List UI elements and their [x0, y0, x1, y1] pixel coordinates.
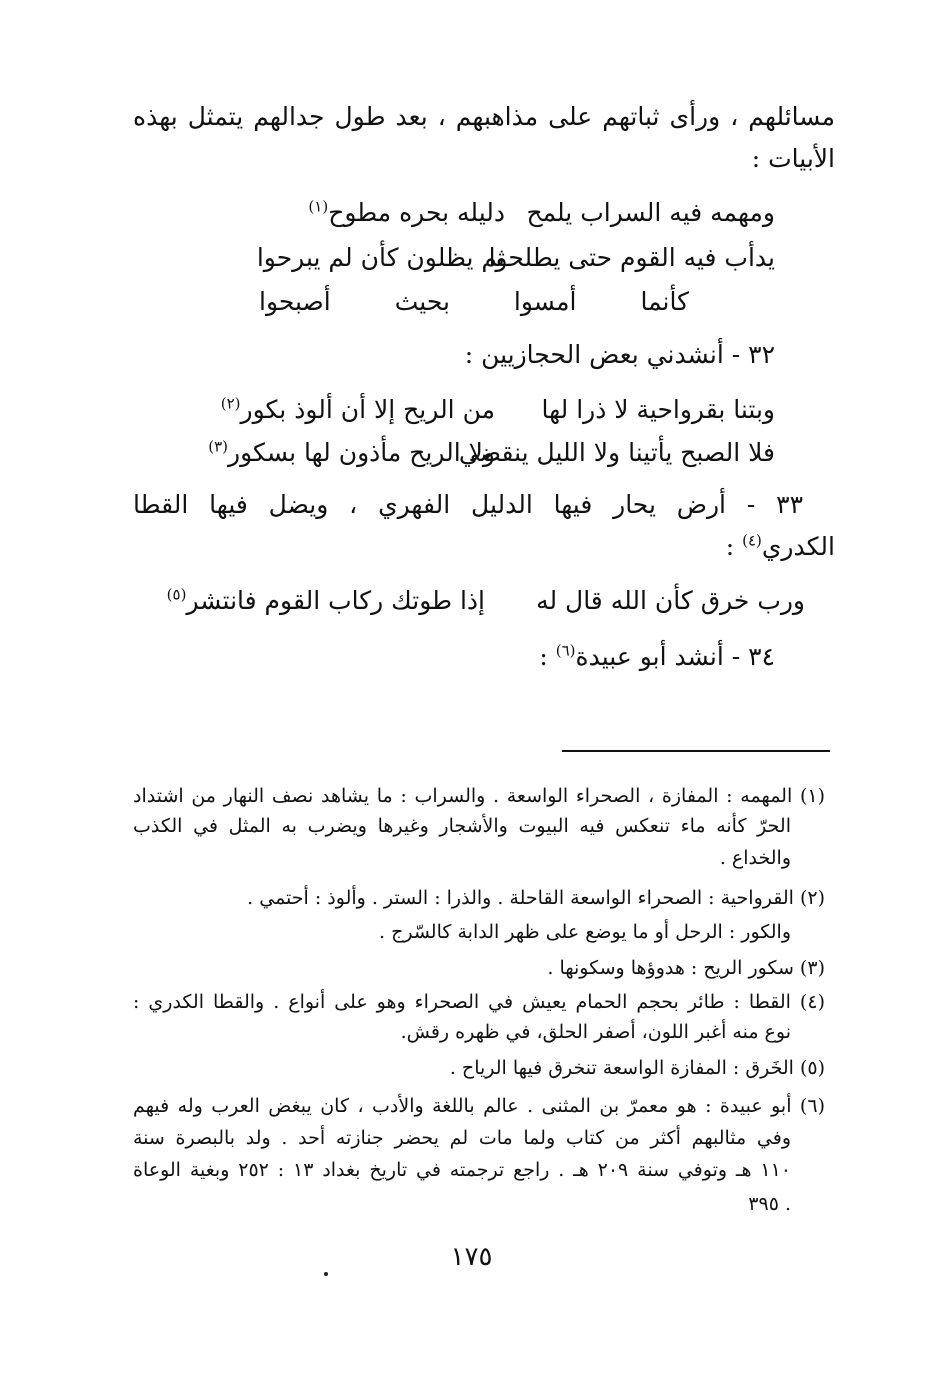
footnote-6-line-2: وفي مثالبهم أكثر من كتاب ولما مات لم يحضر جنازته أحد . ولد بالبصرة سنة	[133, 1127, 791, 1149]
footnote-ref-2: (٢)	[220, 394, 241, 413]
poem1-verse2-left: ثم يظلون كأن لم يبرحوا	[256, 243, 505, 272]
footnote-6-line-3: ١١٠ هـ وتوفي سنة ٢٠٩ هـ . راجع ترجمته في تاريخ بغداد ١٣ : ٢٥٢ وبغية الوعاة	[133, 1159, 791, 1181]
item-32: ٣٢ - أنشدني بعض الحجازيين :	[464, 340, 775, 369]
poem1-verse2-right: يدأب فيه القوم حتى يطلحوا	[488, 243, 775, 272]
item-33-line-1: ٣٣ - أرض يحار فيها الدليل الفهري ، ويضل فيها القطا	[133, 490, 803, 519]
item-33-line-2: الكدري$^{(٤)}$ :	[725, 531, 835, 561]
poem3-verse1-right: ورب خرق كأن الله قال له	[536, 586, 805, 615]
footnote-3-line-1: (٣) سكور الريح : هدوؤها وسكونها .	[547, 957, 825, 979]
footnote-1-line-3: والخداع .	[719, 847, 791, 869]
footnote-ref-5: (٥)	[166, 585, 187, 604]
footnote-4-line-1: (٤) القطا : طائر بحجم الحمام يعيش في الصحراء وهو على أنواع . والقطا الكدري :	[133, 991, 825, 1013]
footnote-1-line-1: (١) المهمه : المفازة ، الصحراء الواسعة . والسراب : ما يشاهد نصف النهار من اشتداد	[133, 785, 825, 807]
footnote-ref-3: (٣)	[208, 437, 229, 456]
poem1-verse1-left: دليله بحره مطوح$^{(١)}$	[308, 197, 505, 227]
poem1-verse3: كأنما أمسوا بحيث أصبحوا	[259, 287, 689, 316]
poem3-verse1-left: إذا طوتك ركاب القوم فانتشر$^{(٥)}$	[166, 585, 485, 615]
item-34: ٣٤ - أنشد أبو عبيدة$^{(٦)}$ :	[539, 641, 775, 671]
footnote-ref-1: (١)	[308, 197, 329, 216]
footnote-ref-4: (٤)	[742, 531, 762, 550]
footnote-separator	[562, 750, 830, 752]
intro-line-1: مسائلهم ، ورأى ثباتهم على مذاهبهم ، بعد طول جدالهم يتمثل بهذه	[133, 102, 835, 131]
poem1-verse1-right: ومهمه فيه السراب يلمح	[526, 198, 775, 227]
poem2-verse2-left: ولا الريح مأذون لها بسكور$^{(٣)}$	[208, 437, 495, 467]
poem2-verse1-left: من الريح إلا أن ألوذ بكور$^{(٢)}$	[220, 394, 495, 424]
page-number: ١٧٥	[450, 1242, 493, 1272]
footnote-6-line-1: (٦) أبو عبيدة : هو معمرّ بن المثنى . عالم باللغة والأدب ، كان يبغض العرب وله فيهم	[133, 1095, 825, 1117]
stray-dot	[324, 1272, 328, 1276]
footnote-ref-6: (٦)	[555, 641, 576, 660]
footnote-1-line-2: الحرّ كأنه ماء تنعكس فيه البيوت والأشجار وغيرها ويضرب به المثل في الكذب	[133, 815, 791, 837]
poem2-verse2-right: فلا الصبح يأتينا ولا الليل ينقضي	[458, 438, 775, 467]
intro-line-2: الأبيات :	[751, 144, 835, 173]
footnote-5-line-1: (٥) الخَرق : المفازة الواسعة تنخرق فيها الرياح .	[449, 1057, 825, 1079]
footnote-4-line-2: نوع منه أغبر اللون، أصفر الحلق، في ظهره رقش.	[400, 1021, 791, 1043]
footnote-6-line-4: ٣٩٥ .	[748, 1193, 791, 1215]
footnote-2-line-2: والكور : الرحل أو ما يوضع على ظهر الدابة كالسّرج .	[379, 921, 791, 943]
poem2-verse1-right: وبتنا بقرواحية لا ذرا لها	[541, 395, 775, 424]
footnote-2-line-1: (٢) القرواحية : الصحراء الواسعة القاحلة . والذرا : الستر . وألوذ : أحتمي .	[247, 887, 825, 909]
